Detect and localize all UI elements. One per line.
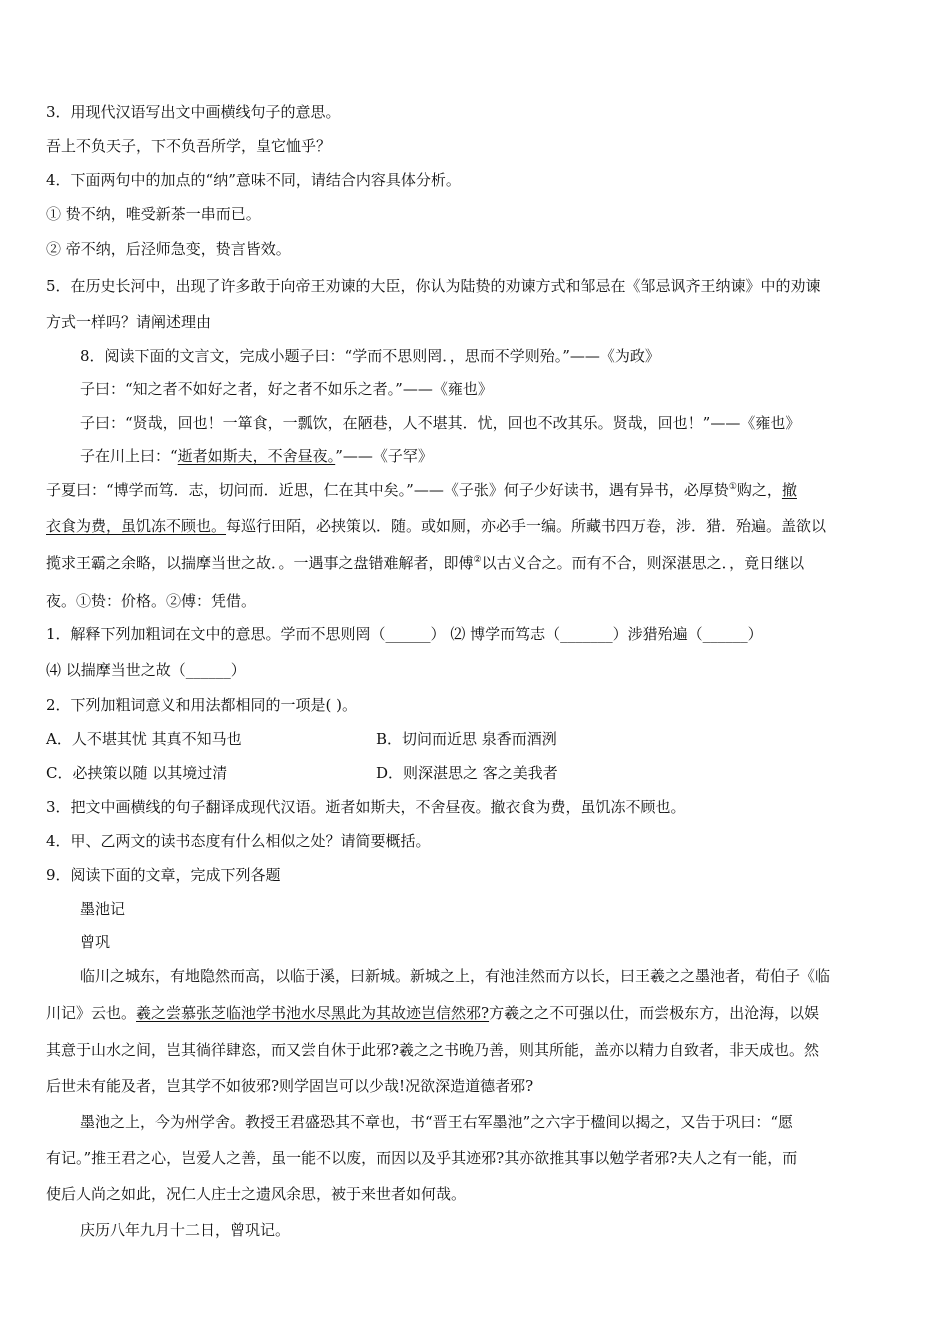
question-5-line-2: 方式一样吗？请阐述理由 bbox=[46, 313, 212, 331]
quote-yongye-2: 子曰：“贤哉，回也！一箪食，一瓢饮，在陋巷，人不堪其．忧，回也不改其乐。贤哉，回也！”——《雍也》 bbox=[80, 414, 801, 432]
essay-p3: 庆历八年九月十二日，曾巩记。 bbox=[80, 1221, 291, 1239]
passage-line-2 bbox=[46, 516, 826, 536]
essay-p1-line-2-pre: 川记》云也。 bbox=[46, 1004, 137, 1022]
passage-line-3-post: 以古义合之。而有不合，则深湛思之．，竟日继以 bbox=[481, 554, 805, 572]
question-3-text: 吾上不负天子，下不负吾所学，皇它恤乎？ bbox=[46, 137, 332, 155]
quote-zihan-post: ”——《子罕》 bbox=[335, 447, 433, 465]
quote-zihan-pre: 子在川上曰：“ bbox=[80, 447, 178, 465]
essay-title: 墨池记 bbox=[80, 900, 126, 918]
passage-line-2-underlined: 衣食为费，虽饥冻不顾也。 bbox=[46, 517, 227, 535]
passage-line-3-pre: 揽求王霸之余略，以揣摩当世之故．。一遇事之盘错难解者，即傅 bbox=[46, 554, 474, 572]
essay-p1-line-2-post: 方羲之之不可强以仕，而尝极东方，出沧海，以娱 bbox=[489, 1004, 820, 1022]
essay-p1-line-3: 其意于山水之间，岂其徜徉肆恣，而又尝自休于此邪?羲之之书晚乃善，则其所能，盖亦以精力自致者，非天成也。然 bbox=[46, 1041, 820, 1059]
quote-zihan bbox=[80, 446, 433, 466]
q8-question-4: 4．甲、乙两文的读书态度有什么相似之处？请简要概括。 bbox=[46, 832, 431, 850]
essay-p1-line-4: 后世未有能及者，岂其学不如彼邪?则学固岂可以少哉!况欲深造道德者邪? bbox=[46, 1077, 534, 1095]
q8-question-1-line-1: 1．解释下列加粗词在文中的意思。学而不思则罔（______） ⑵ 博学而笃志（_______）涉猎殆遍（______） bbox=[46, 625, 763, 643]
passage-line-4: 夜。①贽：价格。②傅：凭借。 bbox=[46, 592, 257, 610]
option-d: D．则深湛思之 客之美我者 bbox=[376, 764, 558, 782]
essay-p2-line-3: 使后人尚之如此，况仁人庄士之遗风余思，被于来世者如何哉。 bbox=[46, 1185, 467, 1203]
q8-question-1-line-2: ⑷ 以揣摩当世之故（______） bbox=[46, 661, 246, 679]
option-b: B．切问而近思 泉香而酒洌 bbox=[376, 730, 557, 748]
section-9-intro: 9．阅读下面的文章，完成下列各题 bbox=[46, 866, 281, 884]
option-a: A．人不堪其忧 其真不知马也 bbox=[46, 730, 242, 748]
essay-p1-line-2-underlined: 羲之尝慕张芝临池学书池水尽黑此为其故迹岂信然邪? bbox=[136, 1004, 490, 1022]
footnote-mark-1: ① bbox=[728, 482, 737, 492]
essay-p2-line-2: 有记。”推王君之心，岂爱人之善，虽一能不以废，而因以及乎其迹邪?其亦欲推其事以勉学者邪?夫人之有一能，而 bbox=[46, 1149, 798, 1167]
option-c: C．必挟策以随 以其境过清 bbox=[46, 764, 228, 782]
passage-line-2-post: 每巡行田陌，必挟策以．随。或如厕，亦必手一编。所藏书四万卷，涉．猎．殆遍。盖欲以 bbox=[226, 517, 827, 535]
quote-yongye-1: 子曰：“知之者不如好之者，好之者不如乐之者。”——《雍也》 bbox=[80, 380, 493, 398]
essay-author: 曾巩 bbox=[80, 933, 111, 951]
passage-line-1-mid: 购之， bbox=[736, 481, 782, 499]
essay-p1-line-1: 临川之城东，有地隐然而高，以临于溪，曰新城。新城之上，有池洼然而方以长，曰王羲之之墨池者，荀伯子《临 bbox=[80, 967, 831, 985]
question-4-item-b: ② 帝不纳，后泾师急变，贽言皆效。 bbox=[46, 240, 291, 258]
section-8-intro: 8．阅读下面的文言文，完成小题子曰：“学而不思则罔．，思而不学则殆。”——《为政》 bbox=[80, 347, 660, 365]
q8-question-2: 2．下列加粗词意义和用法都相同的一项是( )。 bbox=[46, 696, 358, 714]
essay-p2-line-1: 墨池之上，今为州学舍。教授王君盛恐其不章也，书“晋王右军墨池”之六字于楹间以揭之，又告于巩曰：“愿 bbox=[80, 1113, 794, 1131]
passage-line-1 bbox=[46, 480, 797, 500]
question-3: 3．用现代汉语写出文中画横线句子的意思。 bbox=[46, 103, 341, 121]
passage-line-1-underlined: 撤 bbox=[781, 481, 797, 499]
essay-p1-line-2 bbox=[46, 1003, 819, 1023]
footnote-mark-2: ② bbox=[473, 555, 482, 565]
question-4-item-a: ① 贽不纳，唯受新茶一串而已。 bbox=[46, 205, 261, 223]
quote-zihan-underlined: 逝者如斯夫，不舍昼夜。 bbox=[177, 447, 336, 465]
q8-question-3: 3．把文中画横线的句子翻译成现代汉语。逝者如斯夫，不舍昼夜。撤衣食为费，虽饥冻不顾也。 bbox=[46, 798, 686, 816]
question-5-line-1: 5．在历史长河中，出现了许多敢于向帝王劝谏的大臣，你认为陆贽的劝谏方式和邹忌在《邹忌讽齐王纳谏》中的劝谏 bbox=[46, 277, 821, 295]
passage-line-1-pre: 子夏曰：“博学而笃．志，切问而．近思，仁在其中矣。”——《子张》何子少好读书，遇有异书，必厚贽 bbox=[46, 481, 729, 499]
passage-line-3 bbox=[46, 553, 804, 573]
question-4: 4．下面两句中的加点的“纳”意味不同，请结合内容具体分析。 bbox=[46, 171, 461, 189]
